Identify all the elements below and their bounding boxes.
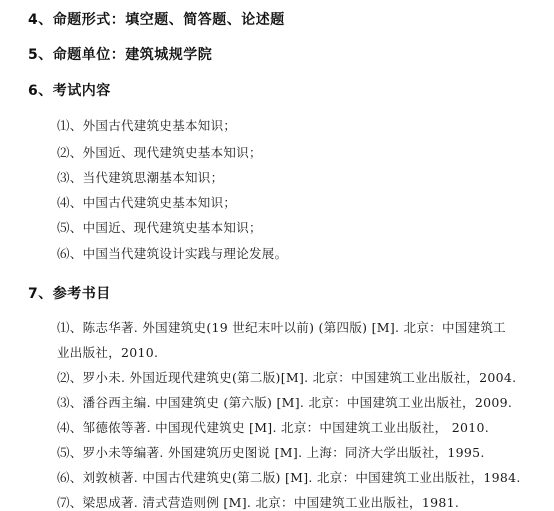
reference-item-continuation: 业出版社，2010. xyxy=(57,345,159,360)
exam-content-item: ⑶、当代建筑思潮基本知识； xyxy=(57,170,224,185)
exam-content-item: ⑷、中国古代建筑史基本知识； xyxy=(57,195,237,210)
exam-content-item: ⑵、外国近、现代建筑史基本知识； xyxy=(57,145,262,160)
section-5-text: 命题单位：建筑城规学院 xyxy=(52,47,213,63)
reference-item: ⑺、梁思成著. 清式营造则例 [M]. 北京：中国建筑工业出版社，1981. xyxy=(57,495,460,510)
reference-item: ⑶、潘谷西主编. 中国建筑史 (第六版) [M]. 北京：中国建筑工业出版社，2009. xyxy=(57,395,513,410)
exam-content-item: ⑹、中国当代建筑设计实践与理论发展。 xyxy=(57,246,288,261)
section-5-heading xyxy=(28,44,212,64)
section-4-text: 命题形式：填空题、简答题、论述题 xyxy=(52,12,285,28)
section-5-number: 5、 xyxy=(28,47,53,63)
section-7-number: 7、 xyxy=(28,286,53,302)
reference-item: ⑷、邹德侬等著. 中国现代建筑史 [M]. 北京：中国建筑工业出版社， 2010. xyxy=(57,420,489,435)
exam-content-item: ⑴、外国古代建筑史基本知识； xyxy=(57,118,237,133)
reference-item: ⑹、刘敦桢著. 中国古代建筑史(第二版) [M]. 北京：中国建筑工业出版社，1984. xyxy=(57,470,521,485)
reference-item: ⑵、罗小未. 外国近现代建筑史(第二版)[M]. 北京：中国建筑工业出版社，2004. xyxy=(57,370,517,385)
section-4-number: 4、 xyxy=(28,12,53,28)
reference-item: ⑸、罗小未等编著. 外国建筑历史图说 [M]. 上海：同济大学出版社，1995. xyxy=(57,445,485,460)
section-6-number: 6、 xyxy=(28,83,53,99)
reference-item: ⑴、陈志华著. 外国建筑史(19 世纪末叶以前) (第四版) [M]. 北京：中国建筑工 xyxy=(57,320,506,335)
section-4-heading xyxy=(28,9,285,29)
section-6-heading xyxy=(28,80,111,100)
section-6-text: 考试内容 xyxy=(52,83,111,99)
section-7-heading xyxy=(28,283,111,303)
exam-content-item: ⑸、中国近、现代建筑史基本知识； xyxy=(57,220,262,235)
section-7-text: 参考书目 xyxy=(52,286,111,302)
